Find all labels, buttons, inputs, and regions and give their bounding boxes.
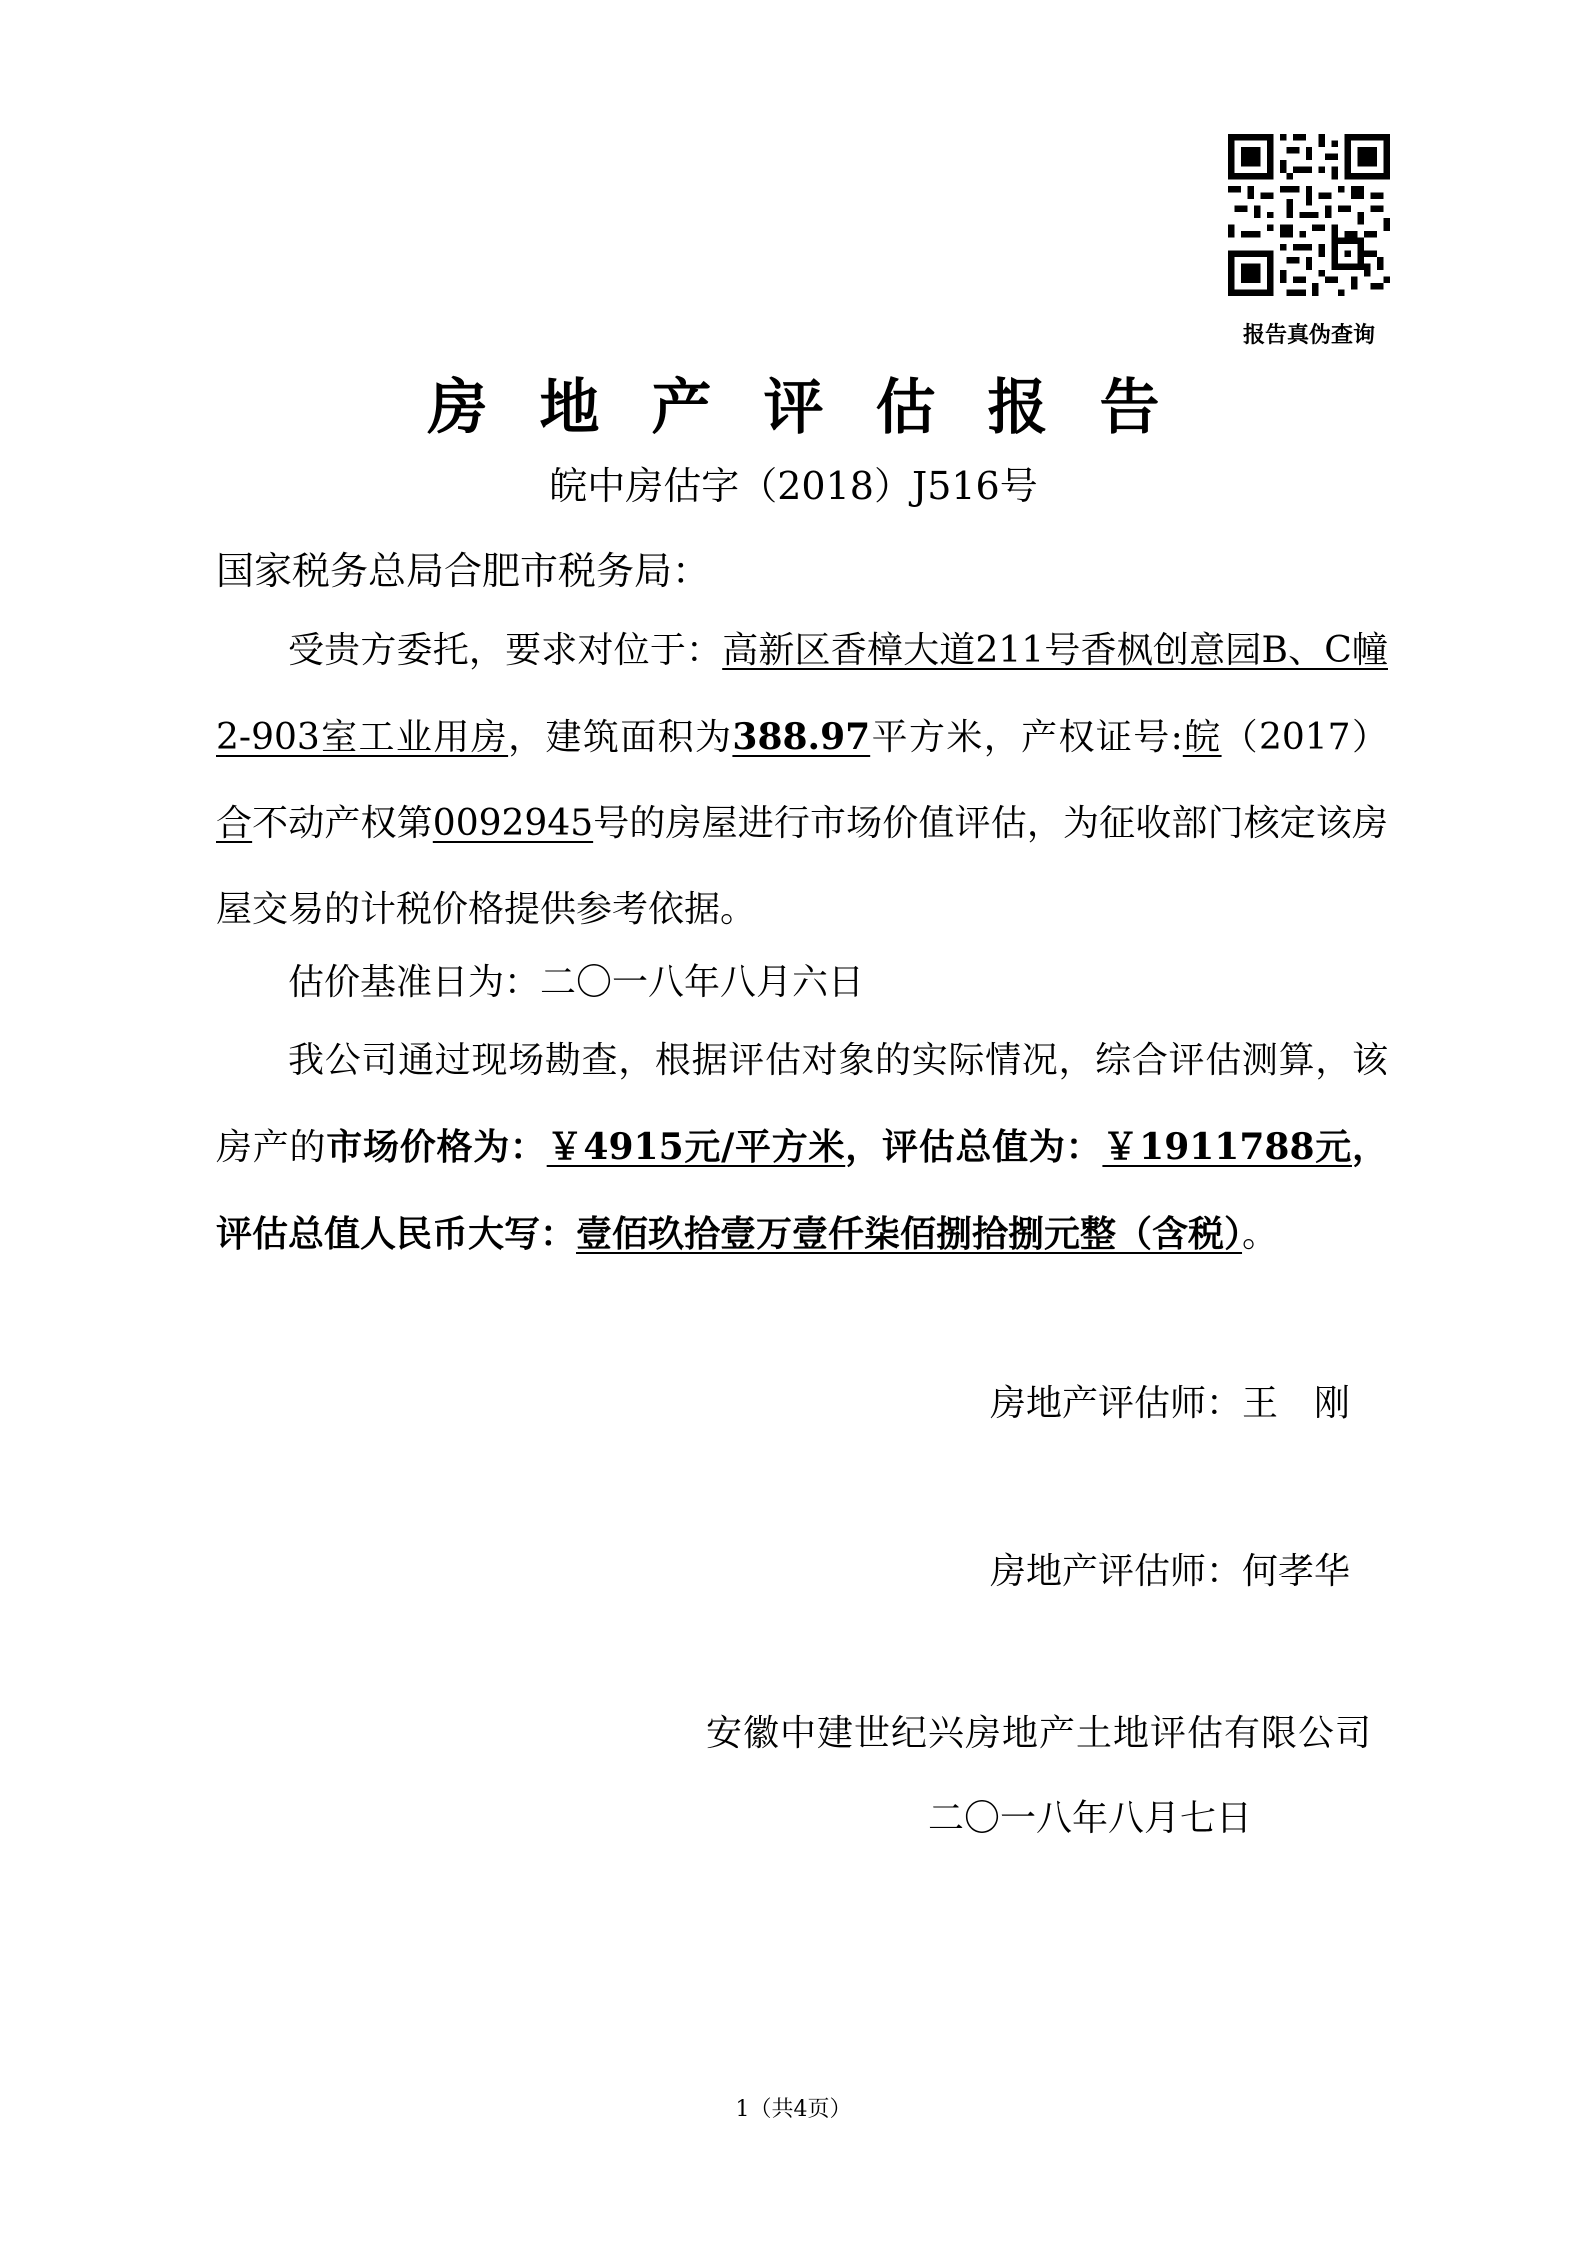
report-date: 二〇一八年八月七日 [928, 1798, 1253, 1839]
paragraph-commission: 受贵方委托，要求对位于：高新区香樟大道211号香枫创意园B、C幢2-903室工业用房，建筑面积为388.97平方米，产权证号:皖（2017）合不动产权第0092945号的房屋进行市场价值评估，为征收部门核定该房屋交易的计税价格提供参考依据。 [216, 630, 1388, 930]
cert-city: 合 [216, 803, 253, 844]
cert-prefix: 皖 [1182, 717, 1222, 758]
property-address: 高新区香樟大道211号香枫创意园B、C幢2-903室工业用房 [216, 630, 1388, 758]
qr-code [1228, 134, 1390, 296]
total-value: ￥1911788元 [1102, 1126, 1352, 1168]
page-footer: 1（共4页） [735, 2097, 852, 2122]
paragraph-result: 我公司通过现场勘查，根据评估对象的实际情况，综合评估测算，该房产的市场价格为：￥4915元/平方米，评估总值为：￥1911788元，评估总值人民币大写：壹佰玖拾壹万壹仟柒佰捌拾捌元整（含税）。 [216, 1040, 1388, 1255]
total-value-rmb: 壹佰玖拾壹万壹仟柒佰捌拾捌元整（含税） [576, 1213, 1243, 1255]
company-name: 安徽中建世纪兴房地产土地评估有限公司 [706, 1713, 1373, 1754]
qr-caption: 报告真伪查询 [1242, 322, 1375, 348]
addressee: 国家税务总局合肥市税务局： [216, 549, 711, 593]
document-number: 皖中房估字（2018）J516号 [549, 464, 1038, 508]
building-area: 388.97 [732, 716, 871, 758]
page-title: 房地产评估报告 [427, 373, 1212, 443]
valuation-date-paragraph: 估价基准日为：二〇一八年八月六日 [288, 962, 865, 1003]
market-price: ￥4915元/平方米 [546, 1126, 846, 1168]
cert-number: 0092945 [432, 803, 594, 844]
appraiser-signature-1: 房地产评估师：王 刚 [990, 1383, 1351, 1424]
appraiser-signature-2: 房地产评估师：何孝华 [990, 1551, 1351, 1592]
